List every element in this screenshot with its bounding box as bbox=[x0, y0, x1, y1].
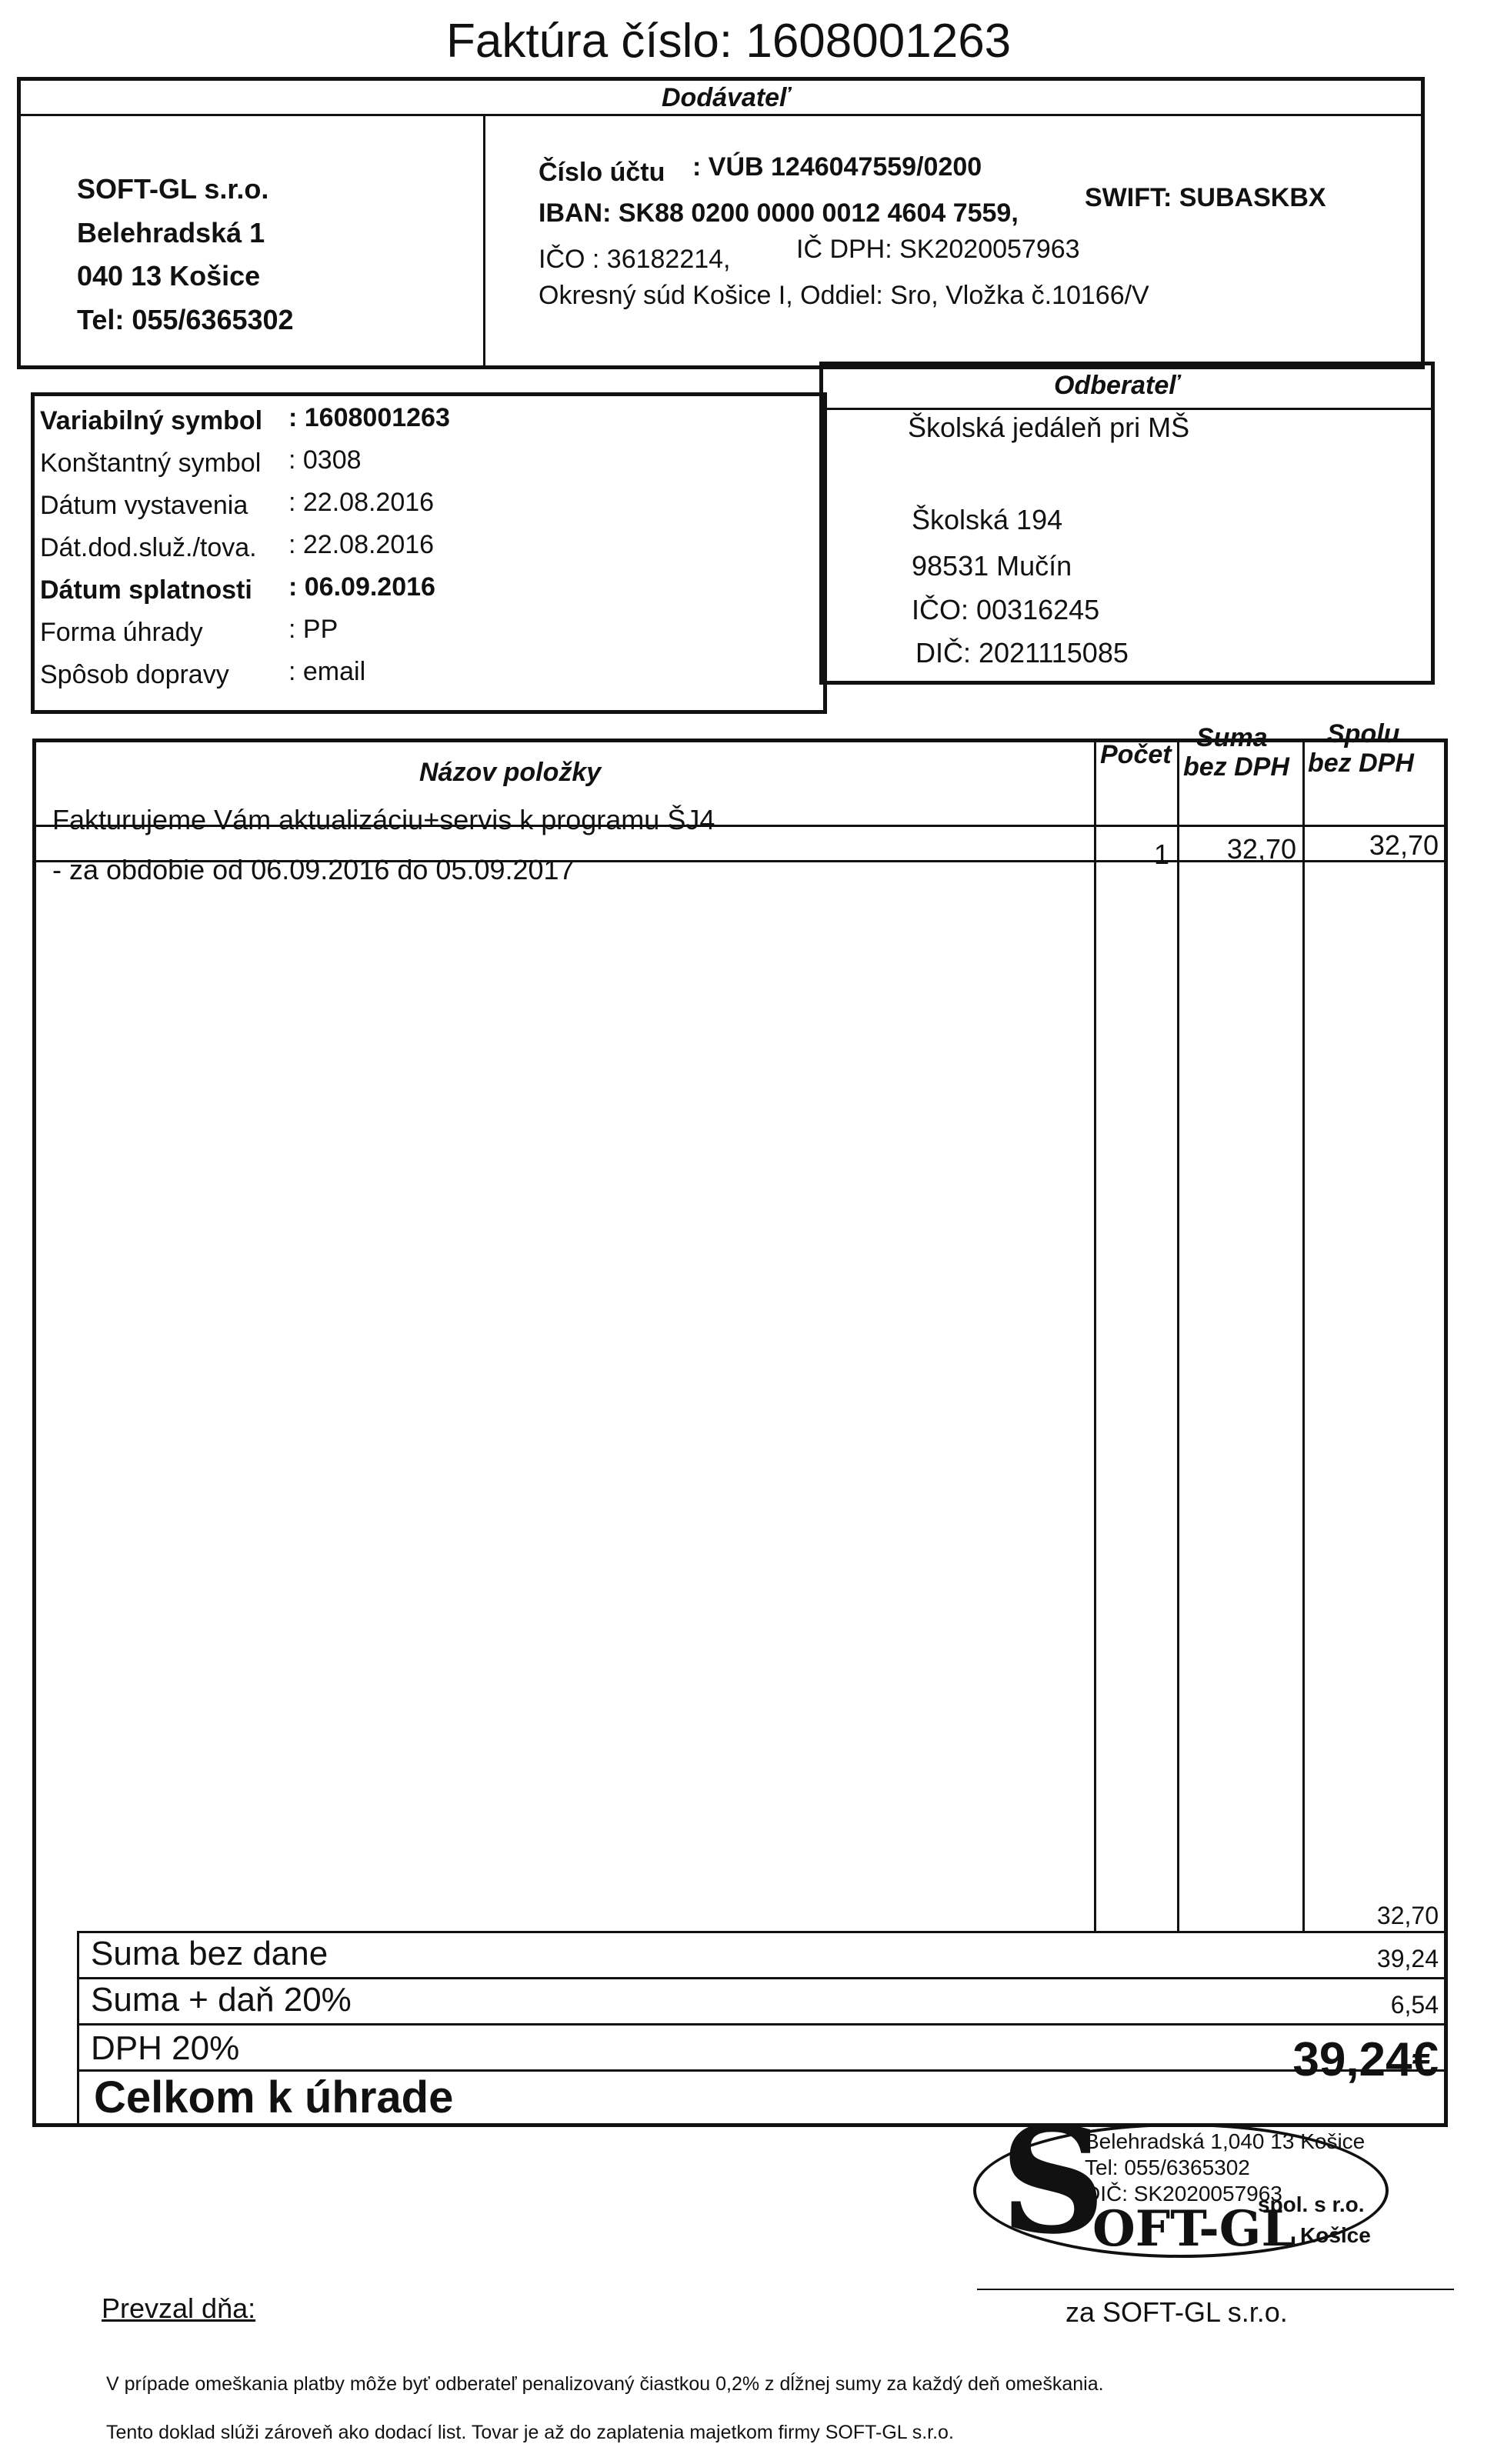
supplier-iban: IBAN: SK88 0200 0000 0012 4604 7559, bbox=[539, 198, 1019, 228]
divider bbox=[1177, 739, 1179, 1931]
info-label: Dátum vystavenia bbox=[40, 491, 248, 520]
received-label: Prevzal dňa: bbox=[102, 2292, 256, 2324]
divider bbox=[1302, 739, 1305, 1931]
info-label: Forma úhrady bbox=[40, 618, 203, 647]
customer-city: 98531 Mučín bbox=[912, 550, 1072, 582]
stamp-kosice: Košice bbox=[1300, 2223, 1371, 2247]
supplier-account-label: Číslo účtu bbox=[539, 158, 665, 187]
supplier-heading: Dodávateľ bbox=[662, 83, 790, 112]
stamp-logo-text: OFT-GL bbox=[1092, 2200, 1296, 2258]
customer-street: Školská 194 bbox=[912, 504, 1063, 535]
summary-value: 39,24 bbox=[1376, 1945, 1439, 1972]
total-label: Celkom k úhrade bbox=[94, 2072, 454, 2122]
divider bbox=[17, 114, 1425, 116]
stamp-s-letter: S bbox=[1000, 2095, 1106, 2266]
col-header-sum-line2: bez DPH bbox=[1183, 752, 1289, 782]
stamp-tel: Tel: 055/6365302 bbox=[1085, 2156, 1250, 2179]
col-header-name: Názov položky bbox=[419, 758, 602, 787]
divider bbox=[77, 2023, 1448, 2026]
divider bbox=[77, 1931, 1448, 1933]
item-description-line1: Fakturujeme Vám aktualizáciu+servis k programu ŠJ4 bbox=[52, 804, 715, 835]
info-label: Dátum splatnosti bbox=[40, 575, 252, 605]
invoice-title: Faktúra číslo: 1608001263 bbox=[446, 15, 1012, 68]
info-label: Dát.dod.služ./tova. bbox=[40, 533, 257, 562]
customer-heading: Odberateľ bbox=[1054, 371, 1179, 400]
col-header-sum-line1: Suma bbox=[1196, 723, 1268, 752]
stamp-spol: spol. s r.o. bbox=[1258, 2192, 1365, 2216]
info-label: Spôsob dopravy bbox=[40, 660, 229, 689]
info-value: : email bbox=[288, 657, 366, 686]
divider bbox=[77, 1931, 79, 2127]
customer-dic: DIČ: 2021115085 bbox=[915, 637, 1129, 669]
summary-label: Suma bez dane bbox=[91, 1935, 328, 1972]
summary-value: 32,70 bbox=[1376, 1902, 1439, 1929]
supplier-swift: SWIFT: SUBASKBX bbox=[1085, 183, 1326, 212]
col-header-total-line1: Spolu bbox=[1327, 719, 1400, 749]
item-total: 32,70 bbox=[1369, 829, 1439, 861]
col-header-count: Počet bbox=[1100, 740, 1172, 769]
customer-ico: IČO: 00316245 bbox=[912, 594, 1100, 625]
info-value: : 0308 bbox=[288, 445, 362, 475]
total-value: 39,24€ bbox=[1292, 2033, 1439, 2086]
divider bbox=[483, 114, 485, 369]
info-value: : 1608001263 bbox=[288, 403, 450, 432]
supplier-tel: Tel: 055/6365302 bbox=[77, 304, 294, 335]
supplier-name: SOFT-GL s.r.o. bbox=[77, 173, 269, 205]
item-description-line2: - za obdobie od 06.09.2016 do 05.09.2017 bbox=[52, 854, 575, 885]
supplier-icdph: IČ DPH: SK2020057963 bbox=[796, 235, 1080, 264]
info-value: : 22.08.2016 bbox=[288, 488, 435, 517]
info-label: Konštantný symbol bbox=[40, 448, 262, 478]
stamp-dic: DIČ: SK2020057963 bbox=[1085, 2182, 1282, 2206]
supplier-court: Okresný súd Košice I, Oddiel: Sro, Vložka č.10166/V bbox=[539, 281, 1149, 310]
divider bbox=[819, 408, 1435, 410]
customer-name: Školská jedáleň pri MŠ bbox=[908, 412, 1190, 443]
stamp-address: Belehradská 1,040 13 Košice bbox=[1085, 2129, 1366, 2153]
summary-label: DPH 20% bbox=[91, 2029, 240, 2067]
divider bbox=[1094, 739, 1096, 1931]
supplier-ico: IČO : 36182214, bbox=[539, 245, 731, 274]
info-value: : 22.08.2016 bbox=[288, 530, 435, 559]
item-count: 1 bbox=[1153, 839, 1169, 870]
summary-label: Suma + daň 20% bbox=[91, 1981, 352, 2019]
supplier-street: Belehradská 1 bbox=[77, 217, 265, 248]
footer-delivery-note: Tento doklad slúži zároveň ako dodací list. Tovar je až do zaplatenia majetkom firmy SOFT-GL s.r.o. bbox=[106, 2422, 954, 2443]
items-table bbox=[32, 739, 1448, 2127]
col-header-total-line2: bez DPH bbox=[1308, 749, 1414, 778]
footer-penalty-note: V prípade omeškania platby môže byť odberateľ penalizovaný čiastkou 0,2% z dĺžnej sumy za každý deň omeškania. bbox=[106, 2373, 1104, 2395]
divider bbox=[77, 1977, 1448, 1979]
signature-caption: za SOFT-GL s.r.o. bbox=[1065, 2296, 1288, 2328]
summary-value: 6,54 bbox=[1390, 1991, 1439, 2019]
info-label: Variabilný symbol bbox=[40, 406, 263, 435]
supplier-city: 040 13 Košice bbox=[77, 260, 261, 292]
signature-line bbox=[977, 2289, 1454, 2290]
info-value: : PP bbox=[288, 615, 338, 644]
item-sum: 32,70 bbox=[1226, 833, 1296, 865]
supplier-account-value: : VÚB 1246047559/0200 bbox=[692, 152, 982, 182]
info-value: : 06.09.2016 bbox=[288, 572, 435, 602]
